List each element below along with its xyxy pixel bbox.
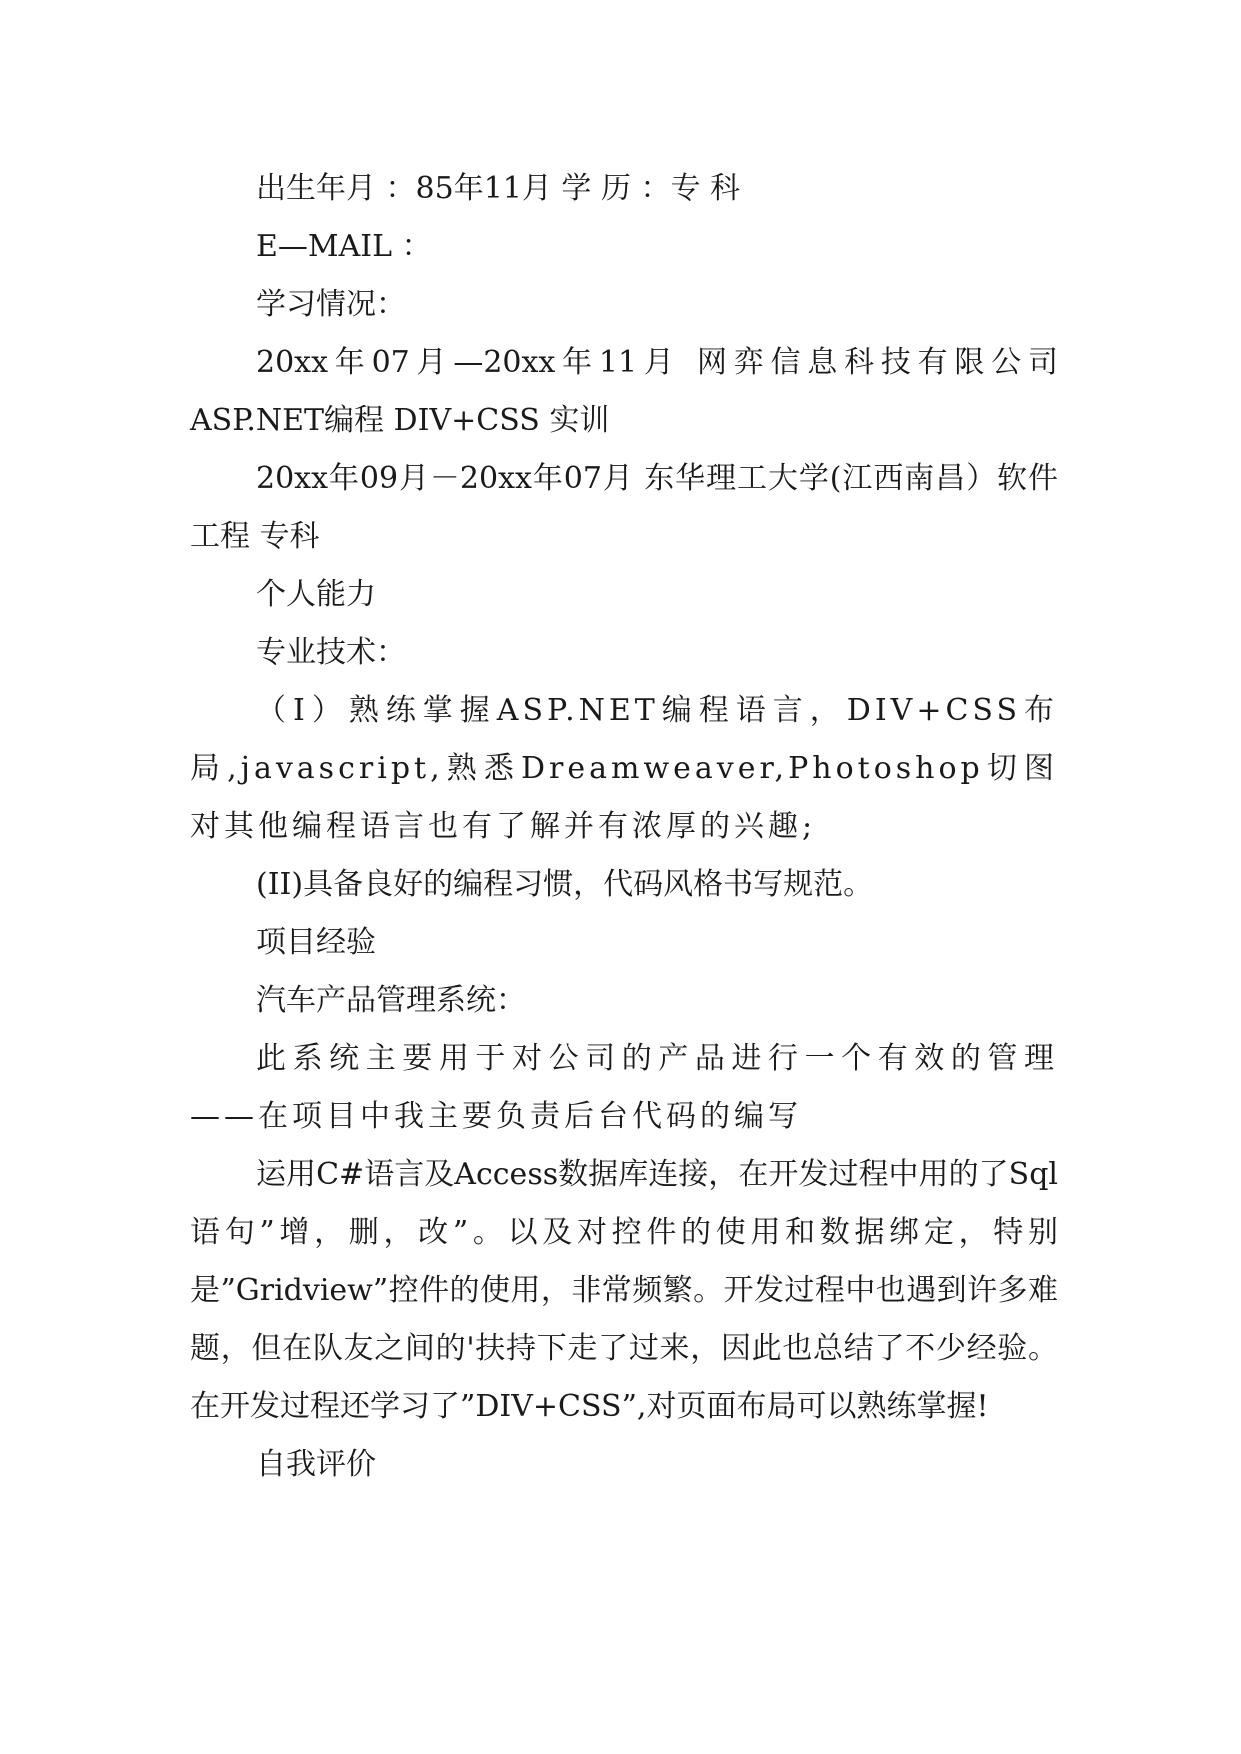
- projects-heading: 项目经验: [256, 925, 376, 960]
- skills-heading: 专业技术：: [256, 635, 406, 670]
- skill-item-1: （Ⅰ）熟练掌握ASP.NET编程语言，DIV+CSS布局,javascript,熟悉Dreamweaver,Photoshop切图对其他编程语言也有了解并有浓厚的兴趣;: [190, 693, 1058, 844]
- resume-body: [190, 160, 1058, 1494]
- project-title: 汽车产品管理系统：: [256, 983, 526, 1018]
- study-entry-university: 20xx年09月－20xx年07月 东华理工大学(江西南昌）软件工程 专科: [190, 461, 1058, 554]
- study-entry-training: 20xx年07月—20xx年11月 网弈信息科技有限公司ASP.NET编程 DIV+CSS 实训: [190, 345, 1058, 438]
- skill-item-2: (II)具备良好的编程习惯，代码风格书写规范。: [256, 867, 874, 902]
- study-heading: 学习情况：: [256, 287, 406, 322]
- project-summary: 此系统主要用于对公司的产品进行一个有效的管理——在项目中我主要负责后台代码的编写: [190, 1041, 1058, 1134]
- birth-education-line: 出生年月 ：85年11月 学 历 ：专 科: [256, 171, 741, 206]
- abilities-heading: 个人能力: [256, 577, 376, 612]
- email-line: E—MAIL ：: [256, 229, 432, 264]
- project-details: 运用C#语言及Access数据库连接，在开发过程中用的了Sql语句”增，删，改”。以及对控件的使用和数据绑定，特别是”Gridview”控件的使用，非常频繁。开发过程中也遇到许多难题，但在队友之间的'扶持下走了过来，因此也总结了不少经验。在开发过程还学习了”DIV+CSS”,对页面布局可以熟练掌握!: [190, 1157, 1058, 1424]
- self-evaluation-heading: 自我评价: [256, 1447, 376, 1482]
